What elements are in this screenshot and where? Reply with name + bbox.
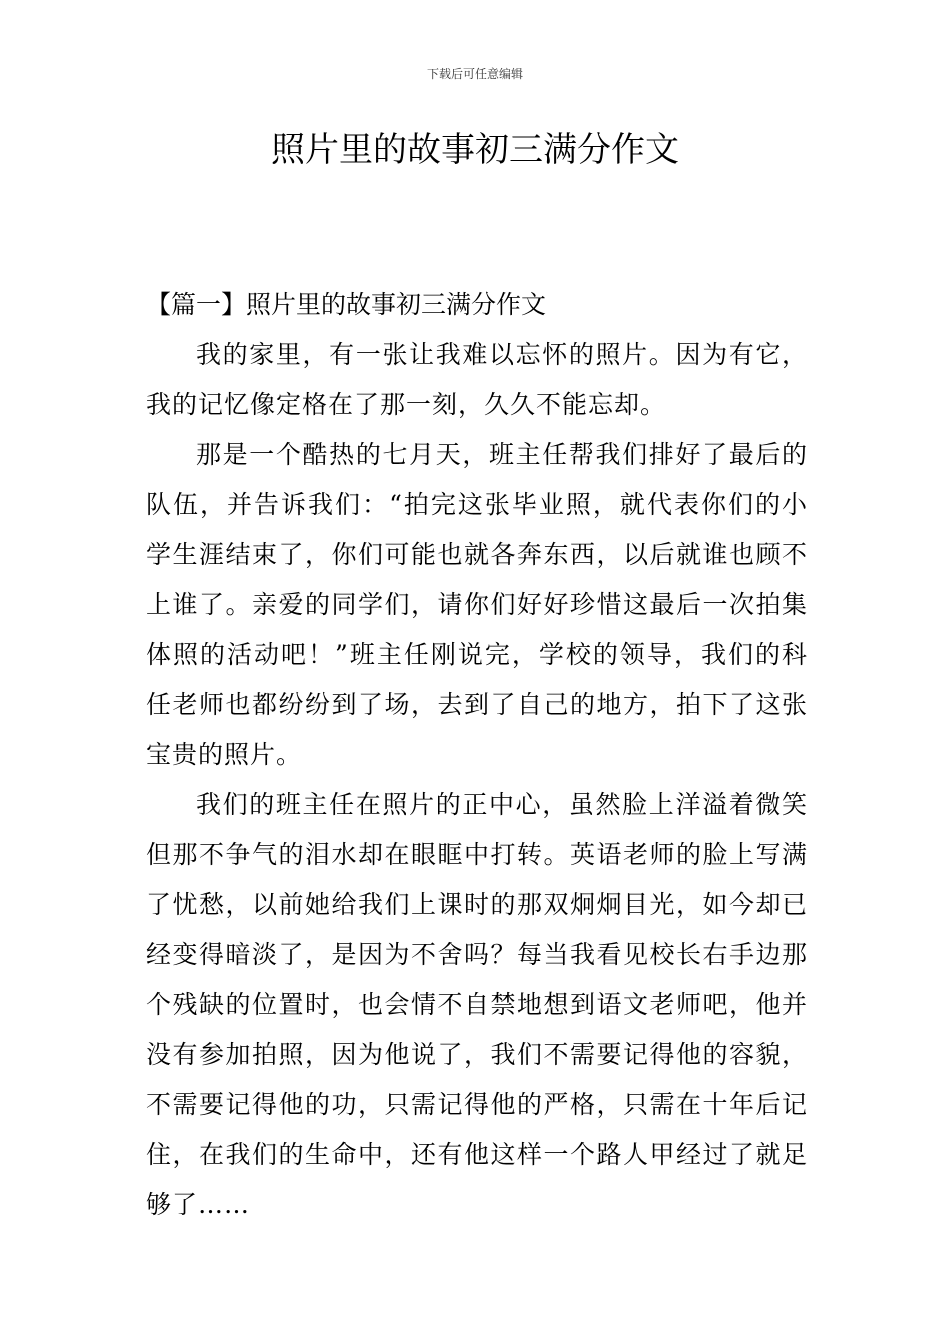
document-title: 照片里的故事初三满分作文 <box>271 130 679 170</box>
paragraph-1: 我的家里，有一张让我难以忘怀的照片。因为有它，我的记忆像定格在了那一刻，久久不能忘却。 <box>146 340 808 419</box>
paragraph-3: 我们的班主任在照片的正中心，虽然脸上洋溢着微笑但那不争气的泪水却在眼眶中打转。英语老师的脸上写满了忧愁，以前她给我们上课时的那双炯炯目光，如今却已经变得暗淡了，是因为不舍吗？每当我看见校长右手边那个残缺的位置时，也会情不自禁地想到语文老师吧，他并没有参加拍照，因为他说了，我们不需要记得他的容貌，不需要记得他的功，只需记得他的严格，只需在十年后记住，在我们的生命中，还有他这样一个路人甲经过了就足够了…… <box>146 790 808 1219</box>
section-heading: 【篇一】照片里的故事初三满分作文 <box>146 290 547 319</box>
paragraph-2: 那是一个酷热的七月天，班主任帮我们排好了最后的队伍，并告诉我们：“拍完这张毕业照，就代表你们的小学生涯结束了，你们可能也就各奔东西，以后就谁也顾不上谁了。亲爱的同学们，请你们好好珍惜这最后一次拍集体照的活动吧！”班主任刚说完，学校的领导，我们的科任老师也都纷纷到了场，去到了自己的地方，拍下了这张宝贵的照片。 <box>146 440 808 769</box>
header-note: 下载后可任意编辑 <box>426 67 523 81</box>
document-body <box>146 280 808 1230</box>
